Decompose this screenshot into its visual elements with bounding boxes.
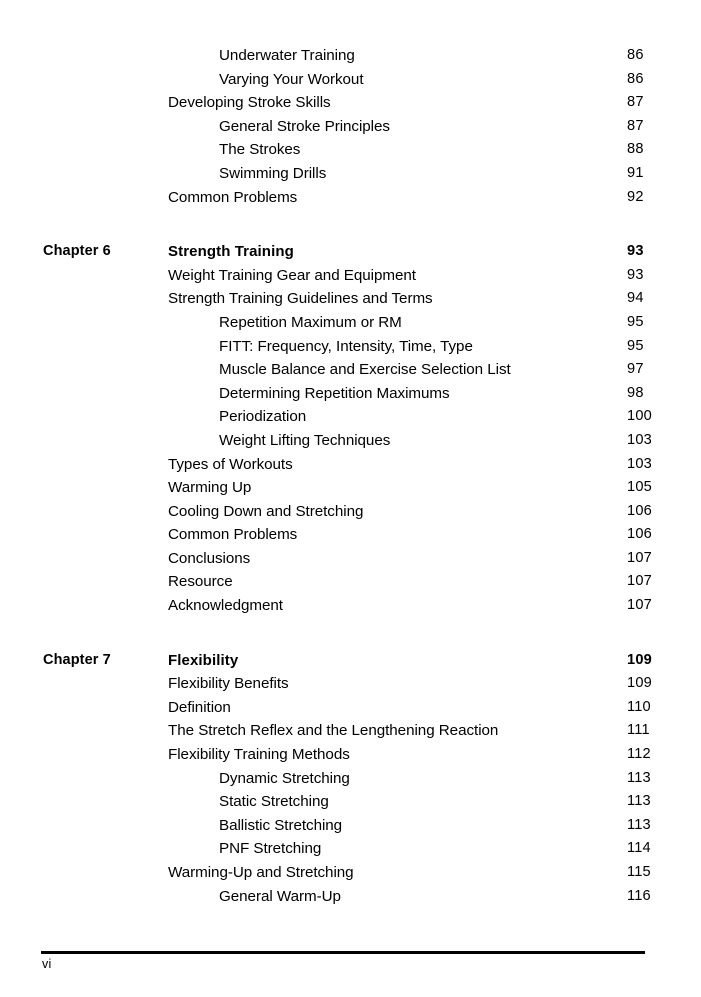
toc-entry-page-number: 109 (627, 651, 652, 668)
toc-entry-page-number: 109 (627, 675, 652, 692)
toc-entry-page-number: 98 (627, 384, 644, 401)
toc-entry-page-number: 95 (627, 337, 644, 354)
toc-entry-title[interactable]: Ballistic Stretching (219, 816, 343, 834)
toc-entry-page-number: 87 (627, 94, 644, 111)
toc-row[interactable] (0, 405, 701, 429)
toc-entry-page-number: 86 (627, 47, 644, 63)
toc-entry-title[interactable]: General Stroke Principles (219, 117, 390, 135)
toc-row[interactable] (0, 311, 701, 335)
footer-divider (41, 951, 645, 954)
toc-row[interactable] (0, 429, 701, 453)
toc-entry-page-number: 106 (627, 502, 652, 519)
toc-entry-title[interactable]: Strength Training (168, 243, 294, 261)
toc-entry-list (0, 44, 701, 908)
toc-row[interactable] (0, 138, 701, 162)
toc-entry-title[interactable]: The Stretch Reflex and the Lengthening Reaction (168, 722, 499, 740)
toc-entry-title[interactable]: Types of Workouts (168, 455, 293, 473)
toc-entry-page-number: 105 (627, 479, 652, 496)
toc-entry-title[interactable]: Determining Repetition Maximums (219, 384, 450, 402)
toc-entry-title[interactable]: Weight Training Gear and Equipment (168, 266, 416, 284)
toc-row[interactable] (0, 743, 701, 767)
toc-entry-page-number: 110 (627, 698, 651, 715)
toc-entry-title[interactable]: Static Stretching (219, 793, 329, 811)
toc-entry-title[interactable]: Developing Stroke Skills (168, 94, 331, 112)
toc-row[interactable] (0, 547, 701, 571)
toc-entry-page-number: 95 (627, 313, 644, 330)
toc-entry-title[interactable]: Muscle Balance and Exercise Selection List (219, 361, 511, 379)
toc-row[interactable] (0, 570, 701, 594)
toc-entry-title[interactable]: Definition (168, 698, 231, 716)
toc-entry-title[interactable]: Repetition Maximum or RM (219, 313, 402, 331)
toc-row[interactable] (0, 91, 701, 115)
toc-chapter-label: Chapter 7 (43, 651, 111, 668)
toc-row[interactable] (0, 767, 701, 791)
toc-row[interactable] (0, 500, 701, 524)
toc-row[interactable] (0, 523, 701, 547)
toc-entry-page-number: 93 (627, 266, 644, 283)
toc-row[interactable] (0, 335, 701, 359)
toc-entry-page-number: 113 (627, 793, 651, 810)
toc-row[interactable] (0, 264, 701, 288)
toc-entry-page-number: 88 (627, 141, 644, 158)
toc-entry-title[interactable]: Dynamic Stretching (219, 769, 350, 787)
toc-row[interactable] (0, 594, 701, 618)
toc-row[interactable] (0, 885, 701, 909)
toc-entry-page-number: 91 (627, 164, 644, 181)
toc-entry-title[interactable]: Common Problems (168, 526, 298, 544)
toc-row[interactable] (0, 358, 701, 382)
toc-entry-page-number: 116 (627, 887, 651, 904)
toc-entry-title[interactable]: Flexibility Training Methods (168, 746, 350, 764)
toc-row[interactable] (0, 672, 701, 696)
toc-entry-page-number: 100 (627, 408, 652, 425)
toc-entry-title[interactable]: Cooling Down and Stretching (168, 502, 364, 520)
toc-entry-page-number: 113 (627, 816, 651, 833)
toc-entry-title[interactable]: Varying Your Workout (219, 70, 364, 88)
toc-entry-page-number: 107 (627, 573, 652, 590)
toc-entry-title[interactable]: Resource (168, 573, 233, 591)
toc-entry-title[interactable]: Swimming Drills (219, 164, 327, 182)
toc-entry-page-number: 106 (627, 526, 652, 543)
toc-row[interactable] (0, 861, 701, 885)
toc-entry-page-number: 103 (627, 431, 652, 448)
toc-entry-page-number: 114 (627, 840, 651, 857)
toc-entry-page-number: 111 (627, 722, 650, 739)
toc-chapter-label: Chapter 6 (43, 243, 111, 260)
toc-row[interactable] (0, 719, 701, 743)
toc-entry-title[interactable]: General Warm-Up (219, 887, 341, 905)
toc-entry-page-number: 92 (627, 188, 644, 205)
toc-entry-title[interactable]: Flexibility Benefits (168, 675, 289, 693)
toc-entry-title[interactable]: FITT: Frequency, Intensity, Time, Type (219, 337, 473, 355)
toc-entry-title[interactable]: Acknowledgment (168, 597, 283, 615)
toc-entry-title[interactable]: PNF Stretching (219, 840, 322, 858)
toc-row[interactable] (0, 240, 701, 264)
toc-entry-title[interactable]: Weight Lifting Techniques (219, 431, 391, 449)
toc-entry-title[interactable]: Warming-Up and Stretching (168, 864, 354, 881)
toc-entry-page-number: 87 (627, 117, 644, 134)
toc-entry-page-number: 113 (627, 769, 651, 786)
toc-entry-title[interactable]: Common Problems (168, 188, 298, 206)
page-folio-number: vi (42, 957, 52, 971)
toc-entry-page-number: 103 (627, 455, 652, 472)
toc-entry-page-number: 97 (627, 361, 644, 378)
toc-row[interactable] (0, 68, 701, 92)
toc-entry-title[interactable]: Conclusions (168, 549, 251, 567)
toc-entry-page-number: 107 (627, 549, 652, 566)
toc-entry-title[interactable]: Periodization (219, 408, 307, 426)
toc-entry-page-number: 115 (627, 864, 651, 880)
toc-row[interactable] (0, 162, 701, 186)
toc-row[interactable] (0, 790, 701, 814)
toc-row[interactable] (0, 696, 701, 720)
toc-row[interactable] (0, 453, 701, 477)
toc-entry-title[interactable]: The Strokes (219, 141, 301, 159)
toc-entry-title[interactable]: Strength Training Guidelines and Terms (168, 290, 433, 308)
toc-entry-title[interactable]: Flexibility (168, 651, 239, 669)
toc-row[interactable] (0, 837, 701, 861)
toc-row[interactable] (0, 382, 701, 406)
toc-entry-page-number: 107 (627, 597, 652, 614)
toc-row[interactable] (0, 186, 701, 210)
toc-row[interactable] (0, 44, 701, 68)
toc-entry-page-number: 94 (627, 290, 644, 307)
toc-row[interactable] (0, 814, 701, 838)
toc-entry-page-number: 93 (627, 243, 644, 260)
toc-row[interactable] (0, 287, 701, 311)
toc-entry-page-number: 112 (627, 746, 651, 763)
toc-row[interactable] (0, 115, 701, 139)
toc-entry-title[interactable]: Underwater Training (219, 47, 355, 64)
toc-row[interactable] (0, 649, 701, 673)
toc-entry-page-number: 86 (627, 70, 644, 87)
toc-entry-title[interactable]: Warming Up (168, 479, 252, 497)
toc-row[interactable] (0, 476, 701, 500)
